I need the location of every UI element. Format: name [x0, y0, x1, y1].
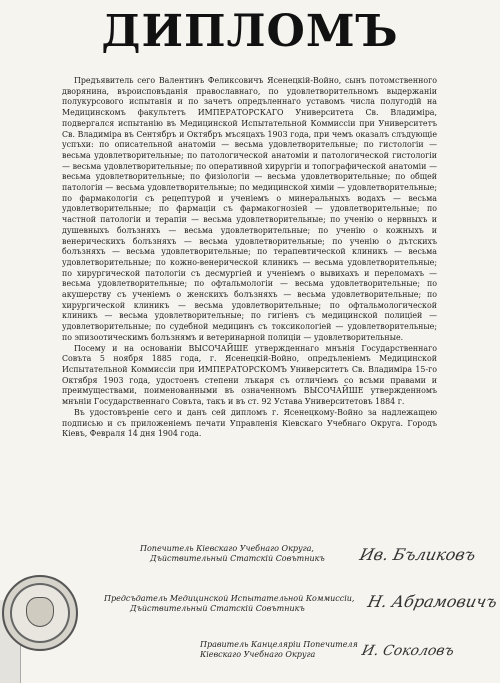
paragraph-grades: Предъявитель сего Валентинъ Феликсовичъ Ясенецкій-Войно, сынъ потомственного дворянина, въроисповъданія православнаго, по удовлетворительномъ выдержаніи полукурсового испытанія и по зачетъ опредъленнаго уставомъ числа полугодій на Медицинскомъ факультетъ ИМПЕРАТОРСКАГО Университета Св. Владиміра, подвергался испытанію въ Медицинской Испытательной Коммиссіи при Университетъ Св. Владиміра въ Сентябръ и Октябръ мъсяцахъ 1903 года, при чемъ оказалъ слъдующіе успъхи: по описательной анатоміи — весьма удовлетворительные; по гистологіи — весьма удовлетворительные; по патологической анатоміи и патологической гистологіи — весьма удовлетворительные; по оперативной хирургіи и топографической анатоміи — весьма удовлетворительные; по физіологіи — весьма удовлетворительные; по общей патологіи — весьма удовлетворительные; по медицинской химіи — удовлетворительные; по фармакологіи съ рецептурой и ученіемъ о минеральныхъ водахъ — весьма удовлетворительные; по фармаціи съ фармакогнозіей — удовлетворительные; по частной патологіи и терапіи — весьма удовлетворительные; по ученію о нервныхъ и душевныхъ болъзняхъ — весьма удовлетворительные; по ученію о кожныхъ и венерическихъ болъзняхъ — весьма удовлетворительные; по ученію о дътскихъ болъзняхъ — весьма удовлетворительные; по терапевтической клиникъ — весьма удовлетворительные; по кожно-венерической клиникъ — весьма удовлетворительные; по хирургической патологіи съ десмургіей и ученіемъ о вывихахъ и переломахъ — весьма удовлетворительные; по офтальмологіи — весьма удовлетворительные; по акушерству съ ученіемъ о женскихъ болъзняхъ — весьма удовлетворительные; по хирургической клиникъ — весьма удовлетворительные; по офтальмологической клиникъ — весьма удовлетворительные; по гигіенъ съ медицинской полиціей — удовлетворительные; по судебной медицинъ съ токсикологіей — удовлетворительные; по эпизоотическимъ болъзнямъ и ветеринарной полиціи — удовлетворительные.	[62, 76, 437, 342]
diploma-title: ДИПЛОМЪ	[101, 6, 399, 57]
signature-trustee: Ив. Бъликовъ	[357, 545, 478, 564]
signature-chairman: Н. Абрамовичъ	[365, 592, 499, 611]
signature-chairman-role: Предсъдатель Медицинской Испытательной Коммиссіи, Дъйствительный Статскій Совътникъ	[104, 594, 355, 613]
signature-chancellery-role: Правитель Канцеляріи Попечителя Кіевскаго Учебнаго Округа	[200, 640, 358, 659]
official-seal	[2, 575, 78, 651]
paragraph-certification: Въ удостовъреніе сего и данъ сей дипломъ г. Ясенецкому-Войно за надлежащею подписью и съ приложеніемъ печати Управленія Кіевскаго Учебнаго Округа. Городъ Кіевъ, Февраля 14 дня 1904 года.	[62, 407, 437, 439]
seal-emblem-icon	[26, 597, 54, 627]
diploma-body	[62, 76, 437, 440]
paragraph-degree: Посему и на основаніи ВЫСОЧАЙШЕ утвержденнаго мнънія Государственнаго Совъта 5 ноября 1885 года, г. Ясенецкій-Войно, опредъленіемъ Медицинской Испытательной Коммиссіи при ИМПЕРАТОРСКОМЪ Университетъ Св. Владиміра 15-го Октября 1903 года, удостоенъ степени лъкаря съ отличіемъ со всъми правами и преимуществами, поименованными въ означенномъ ВЫСОЧАЙШЕ утвержденномъ мнъніи Государственнаго Совъта, такъ и въ ст. 92 Устава Университетовъ 1884 г.	[62, 343, 437, 407]
signature-trustee-role: Попечитель Кіевскаго Учебнаго Округа, Дъйствительный Статскій Совътникъ	[140, 544, 325, 563]
signature-chancellery: И. Соколовъ	[360, 643, 456, 659]
